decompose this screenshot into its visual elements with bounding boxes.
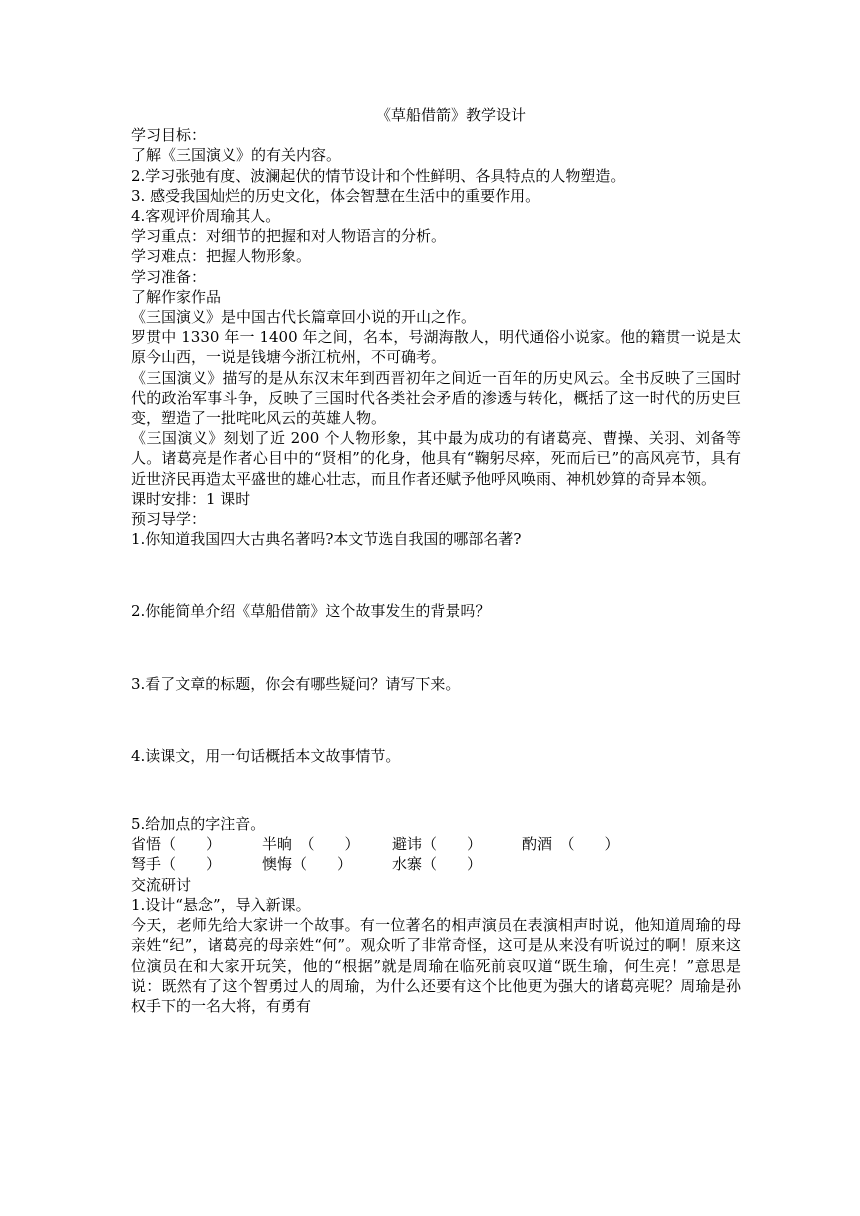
intro-paragraph: 《三国演义》描写的是从东汉末年到西晋初年之间近一百年的历史风云。全书反映了三国时代的政治军事斗争，反映了三国时代各类社会矛盾的渗透与转化，概括了这一时代的历史巨变，塑造了一批咤叱风云的英雄人物。 xyxy=(131,368,741,428)
pinyin-item: 酌酒 （ ） xyxy=(522,835,620,854)
question-5: 5.给加点的字注音。 xyxy=(131,815,266,834)
prep-heading: 学习准备： xyxy=(131,267,207,286)
answer-space xyxy=(131,694,741,746)
objective-item: 4.客观评价周瑜其人。 xyxy=(131,207,281,226)
answer-space xyxy=(131,549,741,601)
pinyin-item: 水寨（ ） xyxy=(392,855,483,874)
difficulties: 学习难点：把握人物形象。 xyxy=(131,247,312,266)
pinyin-item: 懊悔（ ） xyxy=(262,855,353,874)
pinyin-row xyxy=(131,834,741,854)
pinyin-row xyxy=(131,854,741,874)
question-1: 1.你知道我国四大古典名著吗?本文节选自我国的哪部名著? xyxy=(131,530,522,549)
step-1: 1.设计“悬念”，导入新课。 xyxy=(131,895,311,914)
objective-item: 2.学习张弛有度、波澜起伏的情节设计和个性鲜明、各具特点的人物塑造。 xyxy=(131,166,626,185)
answer-space xyxy=(131,766,741,814)
question-3: 3.看了文章的标题，你会有哪些疑问？请写下来。 xyxy=(131,674,461,693)
objectives-heading: 学习目标： xyxy=(131,126,207,145)
question-4: 4.读课文，用一句话概括本文故事情节。 xyxy=(131,746,401,765)
question-2: 2.你能简单介绍《草船借箭》这个故事发生的背景吗？ xyxy=(131,602,491,621)
answer-space xyxy=(131,622,741,674)
pinyin-item: 弩手（ ） xyxy=(131,855,222,874)
exchange-heading: 交流研讨 xyxy=(131,875,192,894)
pinyin-item: 避讳（ ） xyxy=(392,835,483,854)
key-points: 学习重点：对细节的把握和对人物语言的分析。 xyxy=(131,227,447,246)
pinyin-item: 半晌 （ ） xyxy=(262,835,360,854)
schedule: 课时安排：1 课时 xyxy=(131,489,251,508)
prep-subheading: 了解作家作品 xyxy=(131,287,222,306)
intro-paragraph: 罗贯中 1330 年一 1400 年之间，名本，号湖海散人，明代通俗小说家。他的籍贯一说是太原今山西，一说是钱塘今浙江杭州，不可确考。 xyxy=(131,328,741,367)
story-paragraph: 今天，老师先给大家讲一个故事。有一位著名的相声演员在表演相声时说，他知道周瑜的母亲姓“纪”，诸葛亮的母亲姓“何”。观众听了非常奇怪，这可是从来没有听说过的啊！原来这位演员在和大家开玩笑，他的“根据”就是周瑜在临死前哀叹道“既生瑜，何生亮！”意思是说：既然有了这个智勇过人的周瑜，为什么还要有这个比他更为强大的诸葛亮呢？周瑜是孙权手下的一名大将，有勇有 xyxy=(131,916,741,1015)
objective-item: 3. 感受我国灿烂的历史文化，体会智慧在生活中的重要作用。 xyxy=(131,186,541,205)
intro-paragraph: 《三国演义》是中国古代长篇章回小说的开山之作。 xyxy=(131,308,477,327)
objective-item: 了解《三国演义》的有关内容。 xyxy=(131,146,342,165)
intro-paragraph: 《三国演义》刻划了近 200 个人物形象，其中最为成功的有诸葛亮、曹操、关羽、刘备等人。诸葛亮是作者心目中的“贤相”的化身，他具有“鞠躬尽瘁，死而后已”的高风亮节，具有近世济民再造太平盛世的雄心壮志，而且作者还赋予他呼风唤雨、神机妙算的奇异本领。 xyxy=(131,429,741,488)
document-body xyxy=(131,105,741,1016)
pinyin-item: 省悟（ ） xyxy=(131,835,222,854)
preview-heading: 预习导学： xyxy=(131,510,207,529)
page-title: 《草船借箭》教学设计 xyxy=(375,106,526,124)
